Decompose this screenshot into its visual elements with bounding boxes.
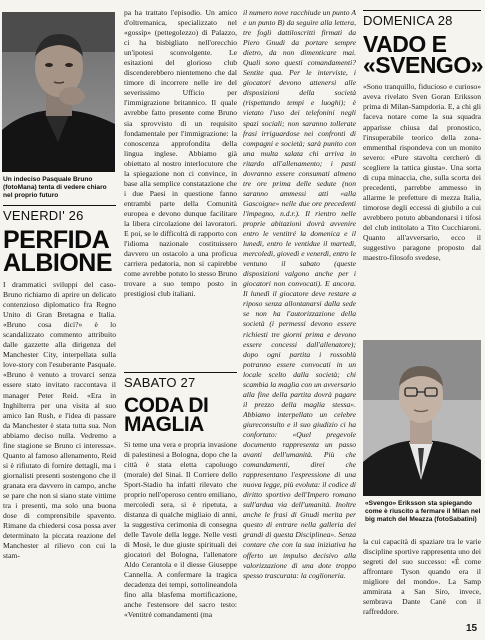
photo-caption-bruno: Un indeciso Pasquale Bruno (fotoMana) tenta di vedere chiaro nel proprio futuro bbox=[3, 176, 107, 200]
headline-coda-di-maglia bbox=[124, 396, 237, 435]
headline-line: VADO E bbox=[363, 31, 447, 57]
page-number: 15 bbox=[466, 623, 478, 634]
photo-pasquale-bruno bbox=[2, 12, 115, 172]
headline-line: MAGLIA bbox=[124, 413, 204, 437]
day-heading-sabato: SABATO 27 bbox=[124, 372, 237, 390]
photo-eriksson bbox=[363, 340, 481, 496]
headline-perfida-albione bbox=[3, 226, 116, 277]
day-heading-venerdi: VENERDI' 26 bbox=[3, 205, 116, 223]
article-text-venerdi: I drammatici sviluppi del caso-Bruno richiamo di aprire un delicato contenzioso diplomatico fra Regno Unito di Gran Bretagna e Italia. «Bruno cosa dici?» è lo scandalizzato commento attribuito dalle gazzette alla dirigenza del Manchester City, interpellata sulla love-story con l'esuberante Pasquale. «Bruno è venuto a trovarci senza essere stato invitato raccontava il manager Peter Reid. «Era in Inghilterra per una visita al suo amico Ian Rush, e l'idea di passare da Manchester è stata tutta sua. Non abbiamo deciso nulla. Vedremo a fine stagione se Bruno ci interessa». Quanto al famoso allenamento, Reid si è rifiutato di fornire dettagli, ma i giornalisti presenti sostengono che il granata era davvero in campo, anche se pare che non si siano state vittime tra i presenti, ma solo una buona dose di comprensibile spavento. Rimane da chiedersi cosa possa aver determinato la piccata reazione del Manchester al rilievo con cui la stam- bbox=[3, 280, 116, 561]
headline-line: CODA DI bbox=[124, 394, 209, 417]
article-text-domenica: «Sono tranquillo, fiducioso e curioso» aveva rivelato Sven Goran Eriksson prima di Milan-Sampdoria. E, a chi gli faceva notare come la sua squadra apparisse chiusa dal pronostico, l'insuperabile teorico della zona-emmenthal rispondeva con un monito severo: «Pure stavolta cercherò di scegliere la tattica giusta». Una sorta di cupa minaccia, che, sulla scorta dei precedenti, parrebbe ammesso in allarme le prefetture di mezza Italia, timorose degli eccessi di giubilo a cui avrebbero potuto abbandonarsi i tifosi del club intitolato a Tito Cucchiaroni. Quanto all'avversario, ecco il suggestivo paragone proposto dal maestro-filosofo svedese, bbox=[363, 82, 481, 263]
photo-caption-eriksson: «Svengo» Eriksson sta spiegando come è riuscito a fermare il Milan nel big match del Meazza (fotoSabatini) bbox=[365, 500, 481, 524]
article-text-domenica-end: la cui capacità di spaziare tra le varie discipline sportive rappresenta uno dei segreti del suo successo: «È come affrontare Tyson quando era il migliore del mondo». La Samp ammirata a San Siro, invece, sembrava Dante Canè con il raffreddore. bbox=[363, 537, 481, 617]
headline-line: PERFIDA bbox=[3, 226, 110, 254]
article-text-commandments: il numero nove racchiude un punto A e un punto B) da seguire alla lettera, tre fogli dattiloscritti firmati da Piero Gnudi da portare sempre dietro, da non dimenticare mai. Quali sono questi comandamenti? Sentite qua. Per le interviste, i giocatori devono attenersi alle disposizioni della società (rispettando tempi e luoghi); è vietato l'uso dei telefonini negli spazi sociali; non saranno tollerate frasi irriguardose nei confronti di compagni e società; sarà punito con una multa salata chi arriva in ritardo all'allenamento; i pasti dovranno essere consumati almeno tre ore prima delle sedute (non saranno ammessi atti «alla Gascoigne» nelle due ore precedenti l'impegno, n.d.r.). Il rientro nelle proprie abitazioni dovrà avvenire entro le ventitré la domenica e il lunedì, entro le ventidue il martedì, mercoledì, giovedì e venerdì, entro le ventuno il sabato (queste disposizioni valgono anche per i giocatori non convocati). E ancora. Il lunedì il giocatore deve restare a riposo senza allontanarsi dalla sede se non ha l'autorizzazione della società (i permessi devono essere richiesti tre giorni prima e devono essere concessi dall'allenatore); dopo ogni partita i rossoblù potranno essere convocati in un locale scelto dalla società; chi scambia la maglia con un avversario alla fine della partita dovrà pagare il prezzo della maglia stessa». Abbiamo interpellato un celebre giureconsulto e il suo giudizio ci ha confortato: «Quel pregevole documento rappresenta un passo avanti dell'umanità. Più che comandamenti, direi che rappresentano l'espressione di una nuova legge, più evoluta: il codice di diritto sportivo dell'Impero romano sull'ardua via dell'umanità. Inoltre anche le frasi di Gnudi merita per questo di entrare nella galleria dei grandi di questa Disciplinea». Senza contare che con la sua iniziativa ha offerto un impulso decisivo alla valorizzazione di una dote troppo spesso trascurata: la coglioneria. bbox=[243, 8, 356, 580]
headline-vado-e-svengo bbox=[363, 31, 483, 79]
headline-line: ALBIONE bbox=[3, 249, 112, 277]
headline-line: «SVENGO» bbox=[363, 52, 483, 79]
article-text-sabato: Si teme una vera e propria invasione di palestinesi a Bologna, dopo che la città è stata eletta capoluogo (morale) del Sinai. Il Corriere dello Sport-Stadio ha infatti rilevato che proprio nell'operoso centro emiliano, mercoledì sera, si è ripetuta, a distanza di qualche migliaio di anni, la suggestiva cerimonia di consegna delle Tavole della legge. Nelle vesti di Mosè, le due giuste spirituali dei giocatori del Bologna, l'allenatore Aldo Cerantola e il diesse Giuseppe Cannella. A confermare la tragica decadenza dei tempi, sottolineandola fino alla blasfema mortificazione, anche l'estensore del sacro testo: «Ventitré comandamenti (ma bbox=[124, 439, 237, 620]
article-text-continued: pa ha trattato l'episodio. Un amico d'oltremanica, specializzato nel «gossip» (pettegolezzo) di Palazzo, ci ha bisbigliato nell'orecchio un'ipotesi sconvolgente. Le esitazioni del glorioso club discenderebbero nientemeno che dal timore di incorrere nelle ire del severissimo Ufficio per l'immigrazione britannico. Il quale avrebbe fatto presente come Bruno sia sprovvisto di un requisito fondamentale per l'immigrazione: la conoscenza approfondita della lingua inglese. Abbiamo già obiettato al nostro interlocutore che la spiegazione non ci convince, in base alla semplice constatazione che i due Paesi in questione fanno entrambi parte della Comunità europea e devono dunque facilitare la libera circolazione dei lavoratori. E poi, se le difficoltà di rapporto con l'idioma nazionale costituissero davvero un ostacolo a una proficua carriera pedatoria, non si capirebbe come avrebbe potuto lo stesso Bruno trovare a suo tempo posto in prestigiosi club italiani. bbox=[124, 8, 237, 299]
day-heading-domenica: DOMENICA 28 bbox=[363, 10, 481, 28]
